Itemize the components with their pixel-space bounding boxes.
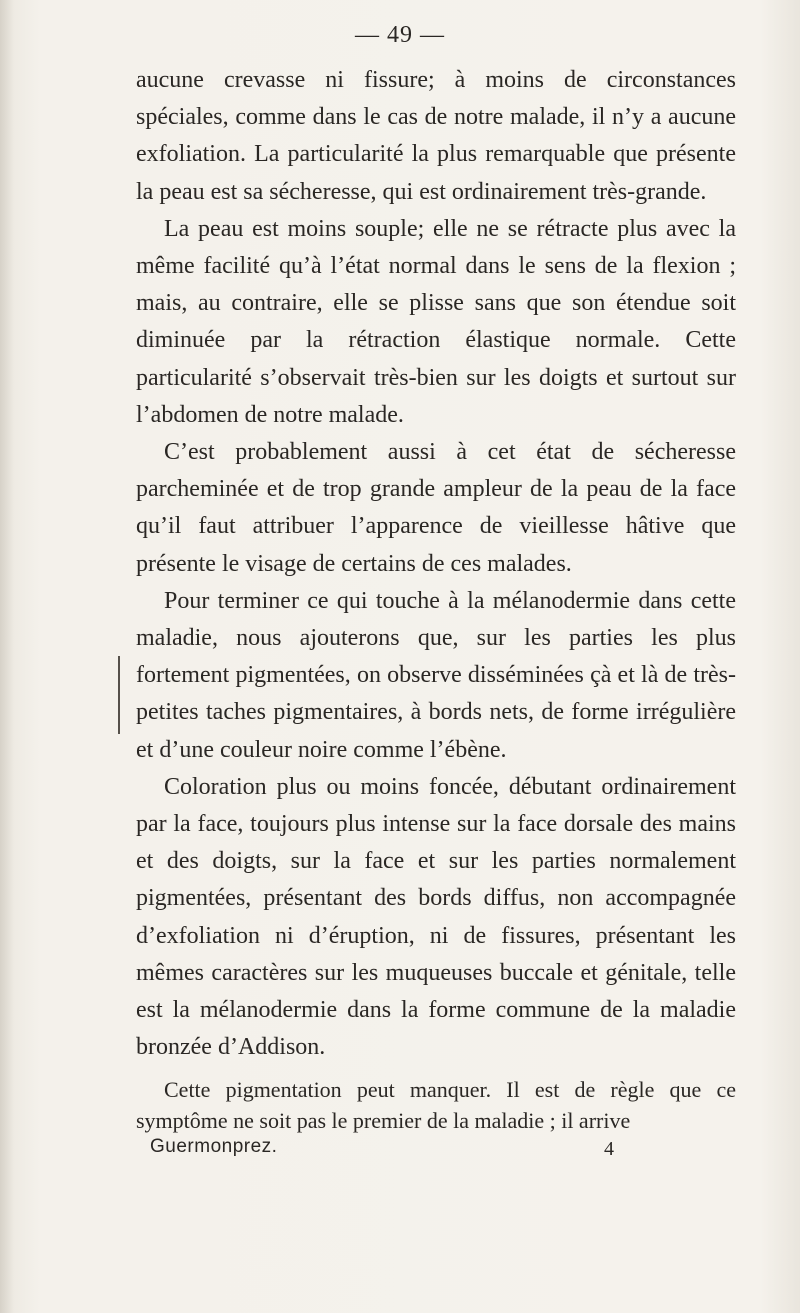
body-text bbox=[136, 62, 736, 1164]
paragraph-2: La peau est moins souple; elle ne se rétracte plus avec la même facilité qu’à l’état normal dans le sens de la flexion ; mais, au contraire, elle se plisse sans que son étendue soit diminuée par la rétraction élastique normale. Cette particularité s’observait très-bien sur les doigts et surtout sur l’abdomen de notre malade. bbox=[136, 215, 736, 428]
signature-mark: 4 bbox=[604, 1138, 614, 1161]
margin-line-mark bbox=[118, 656, 120, 734]
paragraph-3: C’est probablement aussi à cet état de sécheresse parcheminée et de trop grande ampleur de la peau de la face qu’il faut attribuer l’apparence de vieillesse hâtive que présente le visage de certains de ces malades. bbox=[136, 439, 736, 577]
paragraph-4: Pour terminer ce qui touche à la mélanodermie dans cette maladie, nous ajouterons que, sur les parties les plus fortement pigmentées, on observe disséminées çà et là de très-petites taches pigmentaires, à bords nets, de forme irrégulière et d’une couleur noire comme l’ébène. bbox=[136, 587, 736, 763]
footnote-text: Cette pigmentation peut manquer. Il est de règle que ce symptôme ne soit pas le premier de la maladie ; il arrive bbox=[136, 1077, 736, 1134]
page-number: — 49 — bbox=[355, 22, 445, 48]
paragraph-1: aucune crevasse ni fissure; à moins de circonstances spéciales, comme dans le cas de notre malade, il n’y a aucune exfoliation. La particularité la plus remarquable que présente la peau est sa sécheresse, qui est ordinairement très-grande. bbox=[136, 67, 736, 205]
page-gutter-shadow bbox=[0, 0, 14, 1313]
signature-row bbox=[136, 1136, 736, 1164]
printer-signature: Guermonprez. bbox=[150, 1136, 278, 1158]
paragraph-5: Coloration plus ou moins foncée, débutant ordinairement par la face, toujours plus intense sur la face dorsale des mains et des doigts, sur la face et sur les parties normalement pigmentées, présentant des bords diffus, non accompagnée d’exfoliation ni d’éruption, ni de fissures, présentant les mêmes caractères sur les muqueuses buccale et génitale, telle est la mélanodermie dans la forme commune de la maladie bronzée d’Addison. bbox=[136, 773, 736, 1061]
